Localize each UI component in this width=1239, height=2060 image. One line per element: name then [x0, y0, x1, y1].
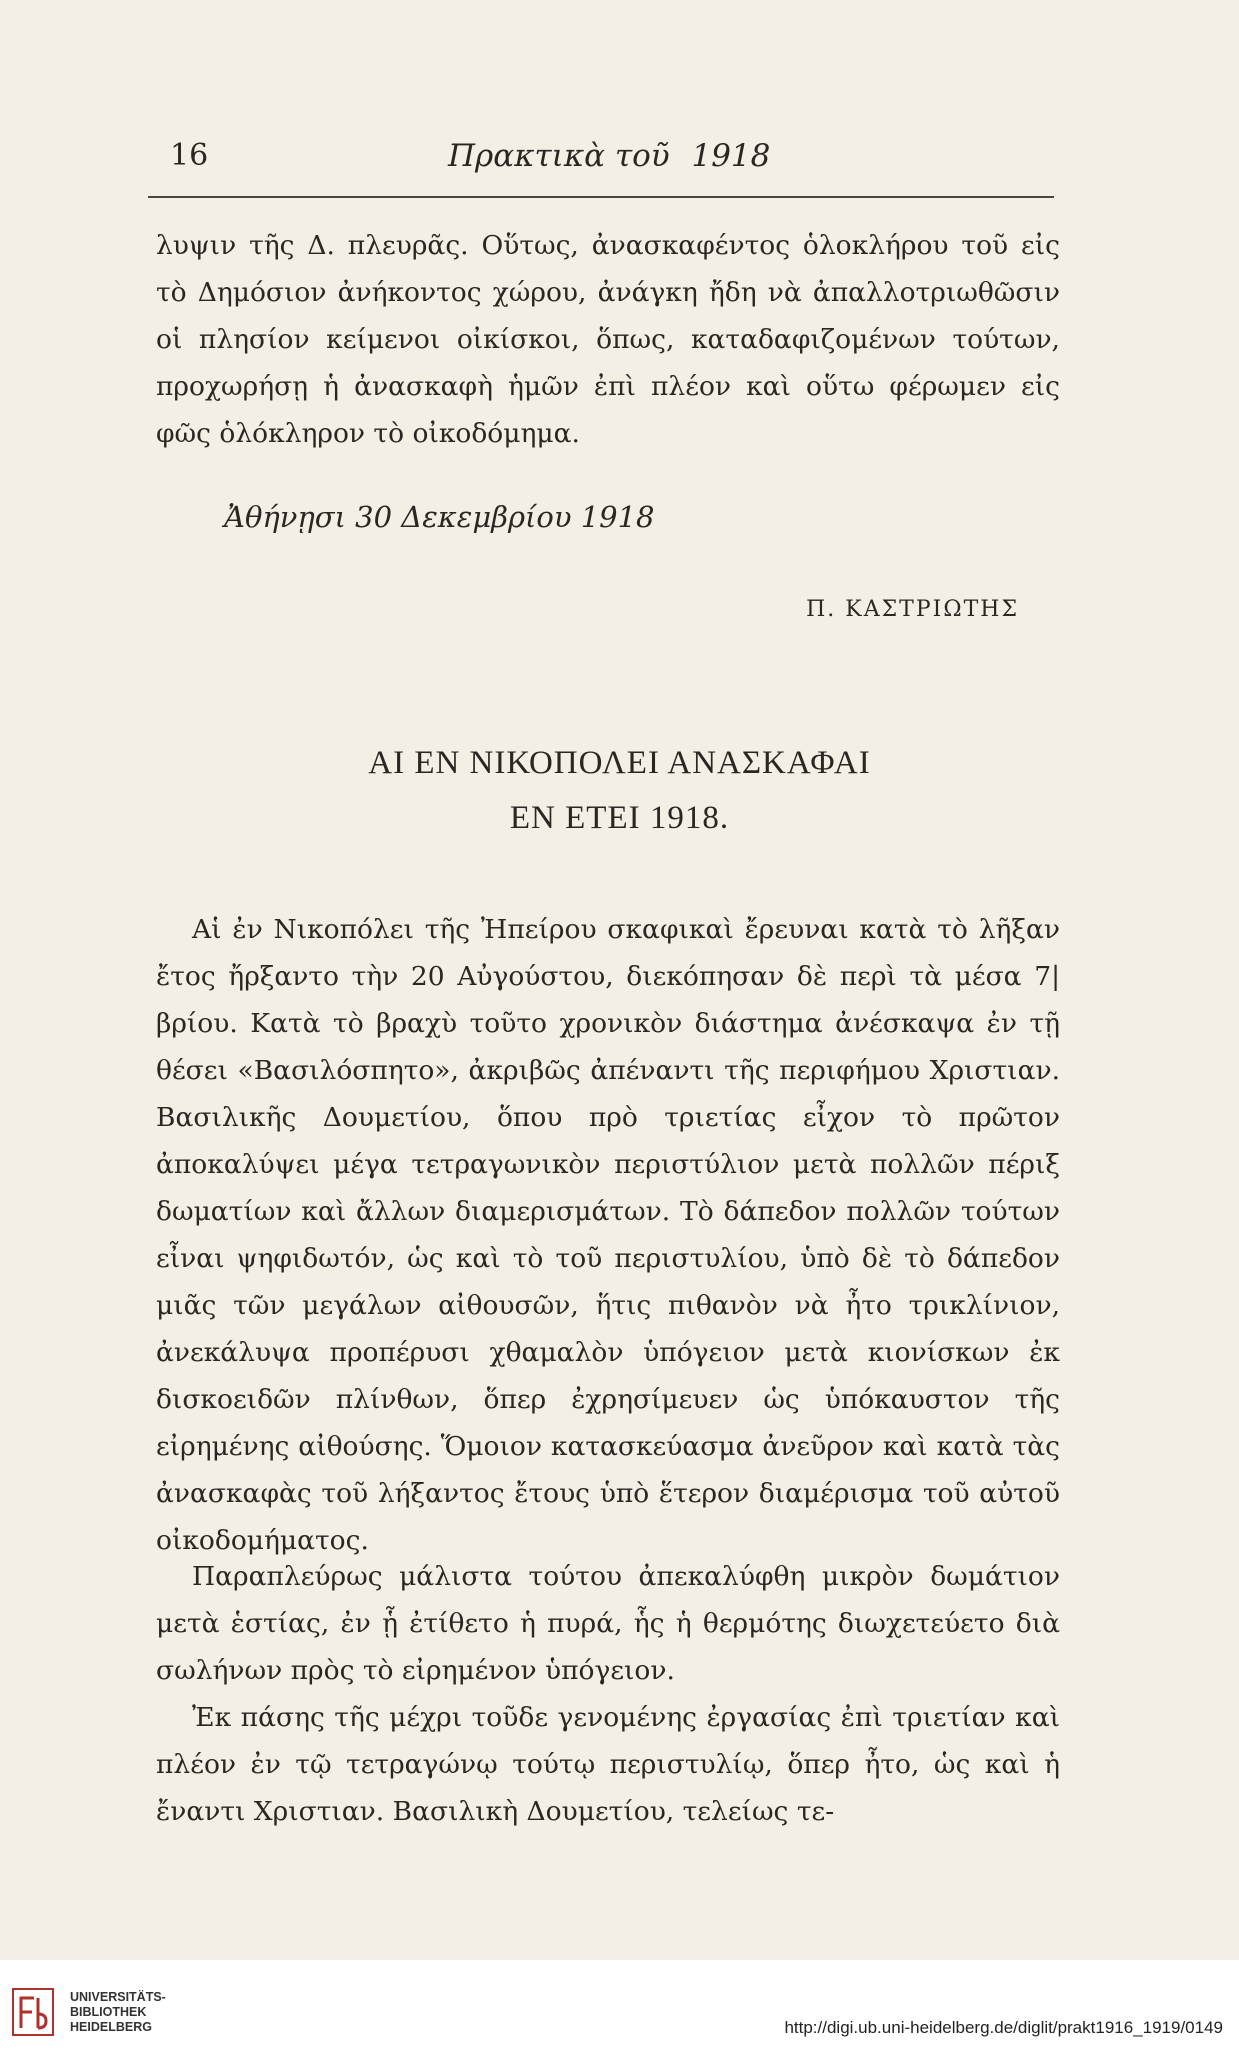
- library-name-line-3: HEIDELBERG: [70, 2020, 152, 2034]
- article-title-line-2: ΕΝ ΕΤΕΙ 1918.: [509, 800, 730, 836]
- running-title-text: Πρακτικὰ τοῦ: [448, 138, 670, 174]
- date-line: Ἀθήνῃσι 30 Δεκεμβρίου 1918: [224, 500, 655, 534]
- running-title: [448, 138, 770, 174]
- header-rule: [148, 196, 1054, 198]
- heidelberg-library-logo-icon: [12, 1988, 54, 2036]
- author-signature: Π. ΚΑΣΤΡΙΩΤΗΣ: [806, 597, 1019, 622]
- article-title-line-1: ΑΙ ΕΝ ΝΙΚΟΠΟΛΕΙ ΑΝΑΣΚΑΦΑΙ: [368, 745, 871, 781]
- footer-bar: [0, 1960, 1239, 2060]
- running-head: [148, 138, 1058, 178]
- page-number: 16: [170, 138, 209, 173]
- source-url-link[interactable]: http://digi.ub.uni-heidelberg.de/diglit/prakt1916_1919/0149: [784, 2018, 1223, 2037]
- library-name: [70, 1990, 166, 2035]
- article-paragraph-2: Παραπλεύρως μάλιστα τούτου ἀπεκαλύφθη μικρὸν δωμάτιον μετὰ ἑστίας, ἐν ᾗ ἐτίθετο ἡ πυρά, ἧς ἡ θερμότης διωχετεύετο διὰ σωλήνων πρὸς τὸ εἰρημένον ὑπόγειον.: [156, 1561, 1060, 1686]
- article-paragraph-1: Αἱ ἐν Νικοπόλει τῆς Ἠπείρου σκαφικαὶ ἔρευναι κατὰ τὸ λῆξαν ἔτος ἤρξαντο τὴν 20 Αὐγούστου, διεκόπησαν δὲ περὶ τὰ μέσα 7|βρίου. Κατὰ τὸ βραχὺ τοῦτο χρονικὸν διάστημα ἀνέσκαψα ἐν τῇ θέσει «Βασιλόσπητο», ἀκριβῶς ἀπέναντι τῆς περιφήμου Χριστιαν. Βασιλικῆς Δουμετίου, ὅπου πρὸ τριετίας εἶχον τὸ πρῶτον ἀποκαλύψει μέγα τετραγωνικὸν περιστύλιον μετὰ πολλῶν πέριξ δωματίων καὶ ἄλλων διαμερισμάτων. Τὸ δάπεδον πολλῶν τούτων εἶναι ψηφιδωτόν, ὡς καὶ τὸ τοῦ περιστυλίου, ὑπὸ δὲ τὸ δάπεδον μιᾶς τῶν μεγάλων αἰθουσῶν, ἥτις πιθανὸν νὰ ἦτο τρικλίνιον, ἀνεκάλυψα προπέρυσι χθαμαλὸν ὑπόγειον μετὰ κιονίσκων ἐκ δισκοειδῶν πλίνθων, ὅπερ ἐχρησίμευεν ὡς ὑπόκαυστον τῆς εἰρημένης αἰθούσης. Ὅμοιον κατασκεύασμα ἀνεῦρον καὶ κατὰ τὰς ἀνασκαφὰς τοῦ λήξαντος ἔτους ὑπὸ ἕτερον διαμέρισμα τοῦ αὐτοῦ οἰκοδομήματος.: [156, 914, 1060, 1556]
- library-name-line-1: UNIVERSITÄTS-: [70, 1990, 166, 2004]
- running-title-year: 1918: [691, 138, 771, 174]
- article-paragraph-3: Ἐκ πάσης τῆς μέχρι τοῦδε γενομένης ἐργασίας ἐπὶ τριετίαν καὶ πλέον ἐν τῷ τετραγώνῳ τούτῳ περιστυλίῳ, ὅπερ ἦτο, ὡς καὶ ἡ ἔναντι Χριστιαν. Βασιλικὴ Δουμετίου, τελείως τε-: [156, 1702, 1060, 1827]
- continued-paragraph: λυψιν τῆς Δ. πλευρᾶς. Οὕτως, ἀνασκαφέντος ὁλοκλήρου τοῦ εἰς τὸ Δημόσιον ἀνήκοντος χώρου, ἀνάγκη ἤδη νὰ ἀπαλλοτριωθῶσιν οἱ πλησίον κείμενοι οἰκίσκοι, ὅπως, καταδαφιζομένων τούτων, προχωρήσῃ ἡ ἀνασκαφὴ ἡμῶν ἐπὶ πλέον καὶ οὕτω φέρωμεν εἰς φῶς ὁλόκληρον τὸ οἰκοδόμημα.: [156, 230, 1060, 449]
- library-name-line-2: BIBLIOTHEK: [70, 2005, 147, 2019]
